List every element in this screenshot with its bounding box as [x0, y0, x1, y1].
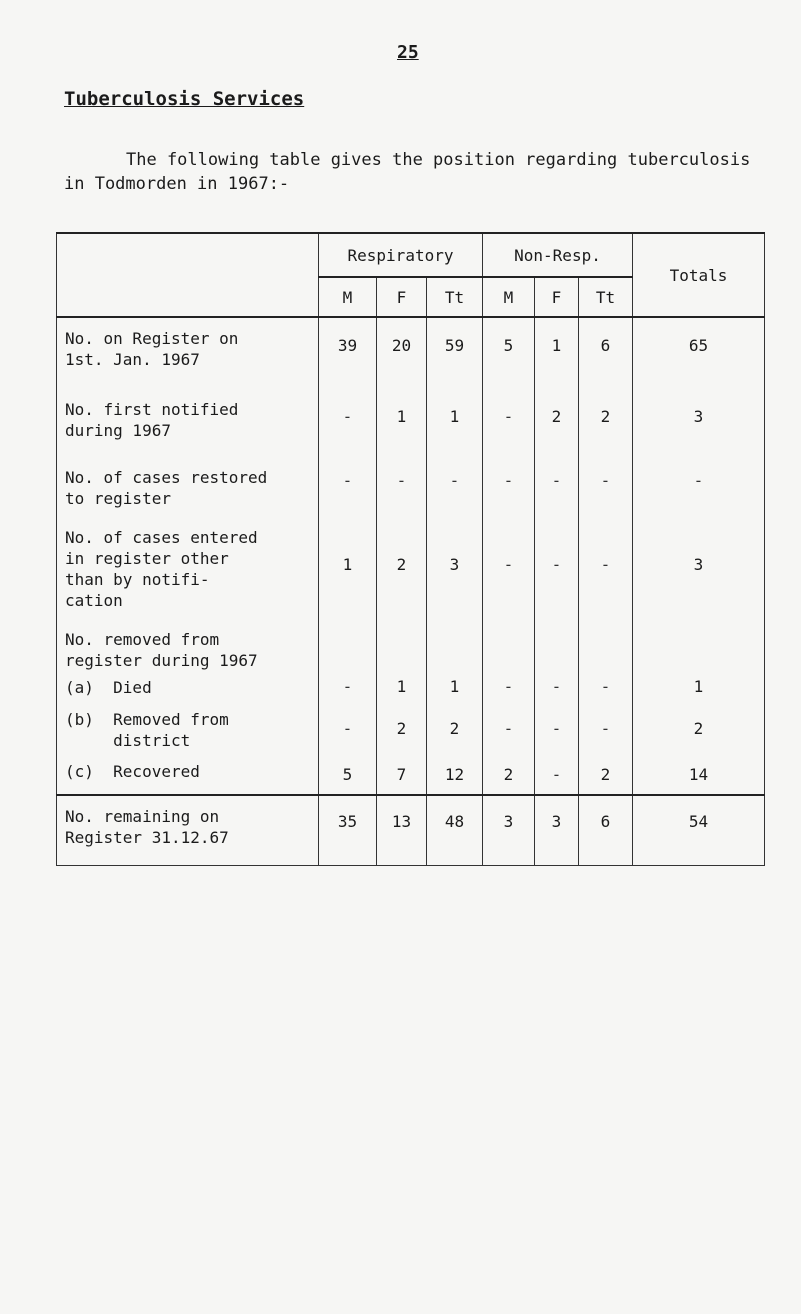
table-row-6-label	[57, 673, 319, 705]
table-row-2-cell-nonresp-m: -	[483, 389, 535, 457]
table-row-1-cell-totals: 65	[688, 336, 709, 355]
table-row-5-cell-resp-f	[377, 617, 427, 673]
table-row-4-cell-resp-tt: 3	[427, 517, 483, 617]
table-row-1-label	[57, 317, 319, 389]
table-row-5-cell-nonresp-tt	[579, 617, 633, 673]
table-row-1-label-line: 1st. Jan. 1967	[65, 350, 200, 369]
table-row-4-label-line: cation	[65, 591, 123, 610]
sub-header-nonresp-tt: Tt	[579, 277, 633, 317]
table-row-7-label-line: district	[65, 731, 191, 750]
table-row-1-cell-resp-m: 39	[319, 317, 377, 389]
table-row-4-cell-resp-m: 1	[319, 517, 377, 617]
header-blank-cell	[57, 233, 319, 317]
table-row-6-label-line: (a) Died	[65, 678, 152, 697]
table-row-2-cell-nonresp-f: 2	[535, 389, 579, 457]
table-row-3-label-line: to register	[65, 489, 171, 508]
intro-paragraph	[64, 148, 764, 196]
section-title: Tuberculosis Services	[64, 88, 305, 110]
intro-line-1: The following table gives the position regarding tuberculosis	[126, 150, 751, 170]
table-row-1-row	[57, 317, 765, 389]
table-row-5-cell-totals	[633, 617, 765, 673]
table-row-remaining-cell-resp-tt: 48	[427, 795, 483, 865]
table-row-7-cell-totals: 2	[693, 719, 704, 738]
table-row-remaining-cell-nonresp-f: 3	[535, 795, 579, 865]
table-row-3-cell-nonresp-tt: -	[579, 457, 633, 517]
table-row-4-cell-nonresp-tt: -	[579, 517, 633, 617]
table-row-remaining-row	[57, 795, 765, 865]
table-row-7-cell-nonresp-tt: -	[579, 705, 633, 757]
table-row-8-cell-resp-tt: 12	[427, 757, 483, 795]
group-header-row	[57, 233, 765, 277]
table-row-1-cell-nonresp-m: 5	[483, 317, 535, 389]
sub-header-nonresp-m: M	[483, 277, 535, 317]
table-row-5-label-line: register during 1967	[65, 651, 258, 670]
table-row-4-cell-nonresp-f: -	[535, 517, 579, 617]
table-row-7-cell-resp-tt: 2	[427, 705, 483, 757]
table-row-7-label	[57, 705, 319, 757]
table-row-7-cell-nonresp-m: -	[483, 705, 535, 757]
table-row-8-label	[57, 757, 319, 795]
table-row-7-cell-nonresp-f: -	[535, 705, 579, 757]
table-row-8-cell-nonresp-m: 2	[483, 757, 535, 795]
table-row-8-cell-resp-f: 7	[377, 757, 427, 795]
sub-header-resp-tt: Tt	[427, 277, 483, 317]
table-row-4-label-line: in register other	[65, 549, 229, 568]
table-row-1-cell-nonresp-f: 1	[535, 317, 579, 389]
table-row-remaining-cell-resp-m: 35	[319, 795, 377, 865]
non-resp-header: Non-Resp.	[483, 233, 633, 277]
table-row-8-label-line: (c) Recovered	[65, 762, 200, 781]
table-row-2-cell-resp-m: -	[319, 389, 377, 457]
table-row-remaining-label-line: No. remaining on	[65, 807, 220, 826]
table-row-6-cell-nonresp-tt: -	[579, 673, 633, 705]
table-row-4-cell-resp-f: 2	[377, 517, 427, 617]
table-row-5-label-line: No. removed from	[65, 630, 220, 649]
table-row-3-cell-nonresp-m: -	[483, 457, 535, 517]
respiratory-header: Respiratory	[319, 233, 483, 277]
table-row-8-row	[57, 757, 765, 795]
table-body	[57, 317, 765, 795]
table-row-6-cell-resp-tt: 1	[427, 673, 483, 705]
table-row-5-cell-nonresp-f	[535, 617, 579, 673]
table-row-6-cell-nonresp-m: -	[483, 673, 535, 705]
table-row-3-cell-totals: -	[693, 471, 704, 490]
table-row-remaining-label-line: Register 31.12.67	[65, 828, 229, 847]
table-row-8-cell-totals: 14	[633, 757, 765, 795]
table-row-7-row	[57, 705, 765, 757]
table-row-7-cell-resp-f: 2	[377, 705, 427, 757]
table-row-3-cell-resp-m: -	[319, 457, 377, 517]
table-row-1-cell-resp-f: 20	[377, 317, 427, 389]
table-row-7-cell-resp-m: -	[319, 705, 377, 757]
intro-line-2: in Todmorden in 1967:-	[64, 174, 290, 194]
table-row-4-cell-nonresp-m: -	[483, 517, 535, 617]
table-row-remaining-cell-nonresp-tt: 6	[579, 795, 633, 865]
totals-header: Totals	[633, 233, 765, 317]
table-row-2-cell-resp-tt: 1	[427, 389, 483, 457]
table-row-3-cell-resp-f: -	[377, 457, 427, 517]
table-row-6-cell-resp-m: -	[319, 673, 377, 705]
table-row-2-cell-nonresp-tt: 2	[579, 389, 633, 457]
table-row-remaining-cell-totals: 54	[688, 812, 709, 831]
table-row-1-cell-resp-tt: 59	[427, 317, 483, 389]
table-row-1-cell-nonresp-tt: 6	[579, 317, 633, 389]
table-row-4-row	[57, 517, 765, 617]
table-row-4-cell-totals: 3	[693, 555, 704, 574]
table-row-7-label-line: (b) Removed from	[65, 710, 229, 729]
table-row-5-label	[57, 617, 319, 673]
tuberculosis-table-wrap	[56, 232, 768, 847]
table-row-8-cell-resp-m: 5	[319, 757, 377, 795]
table-row-remaining-cell-nonresp-m: 3	[483, 795, 535, 865]
table-row-8-cell-nonresp-f: -	[535, 757, 579, 795]
table-row-5-cell-resp-tt	[427, 617, 483, 673]
table-row-6-cell-nonresp-f: -	[535, 673, 579, 705]
table-row-5-row	[57, 617, 765, 673]
table-row-2-label-line: during 1967	[65, 421, 171, 440]
tuberculosis-table	[56, 232, 765, 866]
table-row-5-cell-resp-m	[319, 617, 377, 673]
table-row-2-label	[57, 389, 319, 457]
table-final-body	[57, 795, 765, 865]
table-row-6-cell-totals: 1	[693, 677, 704, 696]
page-number: 25	[397, 42, 419, 63]
table-row-8-cell-nonresp-tt: 2	[579, 757, 633, 795]
table-row-3-cell-nonresp-f: -	[535, 457, 579, 517]
sub-header-resp-f: F	[377, 277, 427, 317]
table-row-2-cell-resp-f: 1	[377, 389, 427, 457]
table-row-2-cell-totals: 3	[693, 407, 704, 426]
table-row-3-label-line: No. of cases restored	[65, 468, 268, 487]
table-row-5-cell-nonresp-m	[483, 617, 535, 673]
sub-header-resp-m: M	[319, 277, 377, 317]
table-row-3-label	[57, 457, 319, 517]
table-row-remaining-cell-resp-f: 13	[377, 795, 427, 865]
table-row-remaining-label	[57, 795, 319, 865]
table-row-4-label-line: than by notifi-	[65, 570, 210, 589]
table-row-3-row	[57, 457, 765, 517]
table-row-4-label-line: No. of cases entered	[65, 528, 258, 547]
table-row-3-cell-resp-tt: -	[427, 457, 483, 517]
table-row-4-label	[57, 517, 319, 617]
table-row-6-cell-resp-f: 1	[377, 673, 427, 705]
table-row-2-row	[57, 389, 765, 457]
table-row-6-row	[57, 673, 765, 705]
sub-header-nonresp-f: F	[535, 277, 579, 317]
table-row-1-label-line: No. on Register on	[65, 329, 239, 348]
table-row-2-label-line: No. first notified	[65, 400, 239, 419]
